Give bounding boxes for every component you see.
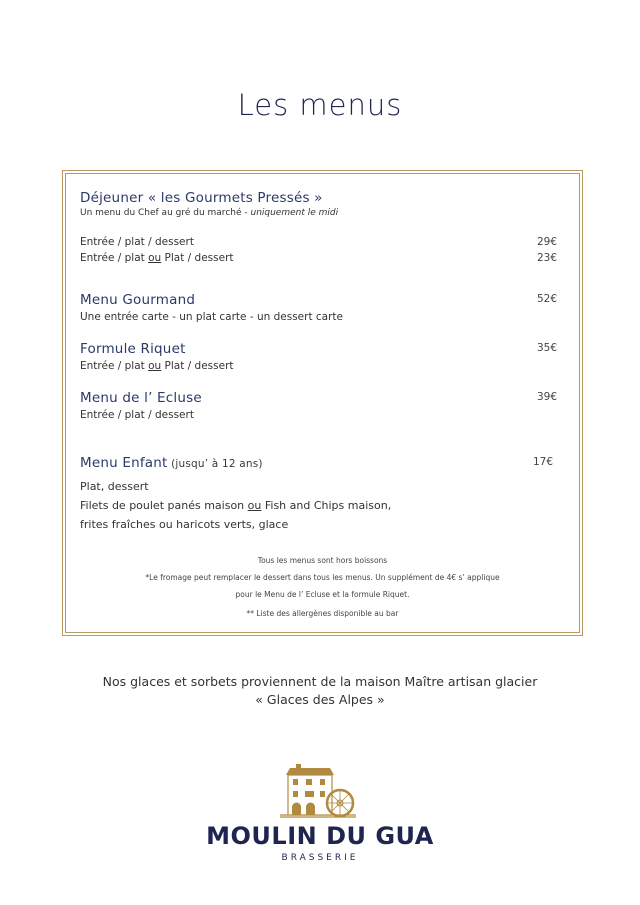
- note-line: *Le fromage peut remplacer le dessert dans tous les menus. Un supplément de 4€ s’ applique: [145, 573, 500, 582]
- menu-description: Entrée / plat ou Plat / dessert: [80, 360, 234, 372]
- menu-enfant: [80, 455, 557, 534]
- watermill-icon: [0, 763, 640, 823]
- menu-frame: [62, 170, 583, 636]
- price: 17€: [532, 456, 553, 468]
- ice-cream-note-line: « Glaces des Alpes »: [255, 692, 385, 707]
- menu-line: Entrée / plat / dessert 29€: [80, 236, 557, 248]
- price: 35€: [536, 342, 557, 354]
- menu-title: Déjeuner « les Gourmets Pressés »: [80, 190, 323, 206]
- menu-title: Menu de l’ Ecluse: [80, 390, 202, 406]
- menu-title: Formule Riquet: [80, 341, 186, 357]
- menu-notes: [66, 552, 579, 622]
- menu-line: Filets de poulet panés maison ou Fish and Chips maison,: [80, 499, 392, 512]
- price: 23€: [536, 252, 557, 264]
- price: 29€: [536, 236, 557, 248]
- menu-dejeuner: [80, 190, 557, 266]
- ice-cream-note: [0, 673, 640, 709]
- page-title: Les menus: [237, 88, 403, 122]
- menu-ecluse: [80, 390, 557, 423]
- menu-description: Entrée / plat / dessert: [80, 409, 194, 421]
- brand-subtitle: BRASSERIE: [281, 853, 359, 863]
- note-line: ** Liste des allergènes disponible au bar: [246, 609, 399, 618]
- note-line: pour le Menu de l’ Ecluse et la formule Riquet.: [235, 590, 410, 599]
- menu-title: Menu Enfant (jusqu’ à 12 ans): [80, 455, 263, 471]
- menu-line: Plat, dessert: [80, 480, 149, 493]
- menu-line: Entrée / plat ou Plat / dessert 23€: [80, 252, 557, 264]
- menu-riquet: [80, 341, 557, 374]
- menu-title: Menu Gourmand: [80, 292, 196, 308]
- menu-line: frites fraîches ou haricots verts, glace: [80, 518, 289, 531]
- note-line: Tous les menus sont hors boissons: [257, 556, 388, 565]
- ice-cream-note-line: Nos glaces et sorbets proviennent de la maison Maître artisan glacier: [102, 674, 538, 689]
- price: 39€: [536, 391, 557, 403]
- menu-subtitle: Un menu du Chef au gré du marché - uniquement le midi: [80, 208, 339, 218]
- menu-gourmand: [80, 292, 557, 325]
- menu-description: Une entrée carte - un plat carte - un dessert carte: [80, 311, 344, 323]
- price: 52€: [536, 293, 557, 305]
- brand-name: MOULIN DU GUA: [206, 822, 434, 850]
